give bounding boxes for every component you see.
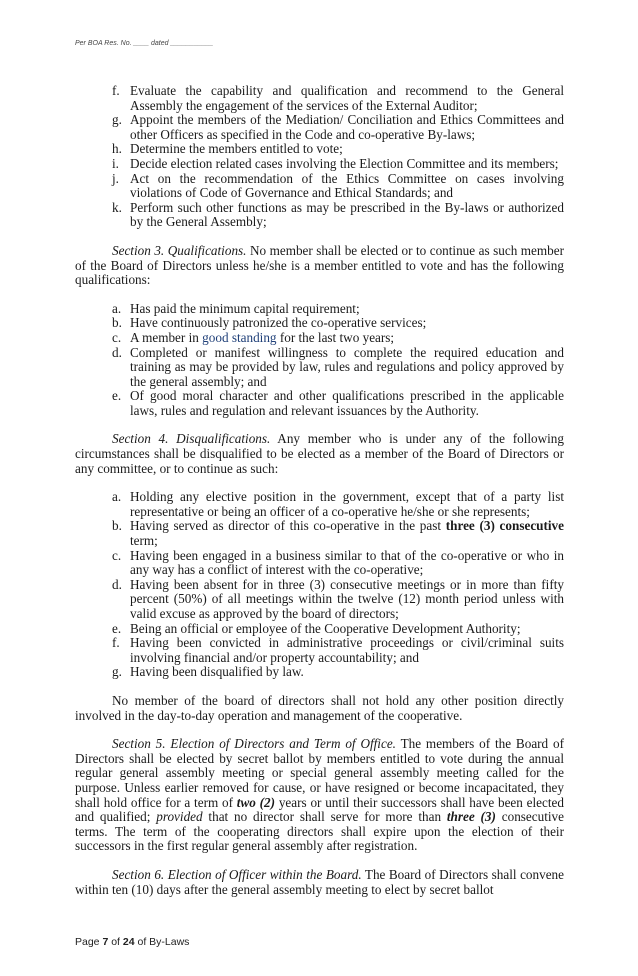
board-functions-list xyxy=(75,84,564,230)
list-item: g. Having been disqualified by law. xyxy=(112,664,304,680)
header-note: Per BOA Res. No. ____ dated ___________ xyxy=(75,40,214,47)
list-item: g. Appoint the members of the Mediation/ Conciliation and Ethics Committees and other Officers as specified in the Code and co-operative By-laws; xyxy=(112,112,564,142)
list-item: c. A member in good standing for the last two years; xyxy=(112,329,395,345)
list-item: a. Has paid the minimum capital requirement; xyxy=(112,300,360,316)
page-content xyxy=(75,84,564,897)
list-item: b. Having served as director of this co-operative in the past three (3) consecutive term; xyxy=(112,518,565,549)
list-item: k. Perform such other functions as may be prescribed in the By-laws or authorized by the General Assembly; xyxy=(112,199,564,230)
list-item: h. Determine the members entitled to vote; xyxy=(112,141,343,157)
section-heading: Section 4. Disqualifications. xyxy=(112,431,271,447)
good-standing-highlight: good standing xyxy=(202,329,277,345)
list-item: d. Completed or manifest willingness to complete the required education and training as may be provided by law, rules and regulations and policy approved by the general assembly; and xyxy=(112,344,564,389)
no-other-position-paragraph: No member of the board of directors shall not hold any other position directly involved in the day-to-day operation and management of the cooperative. xyxy=(75,692,564,723)
qualifications-list xyxy=(75,302,564,419)
section-3-qualifications: Section 3. Qualifications. No member shall be elected or to continue as such member of the Board of Directors unless he/she is a member entitled to vote and has the following qualifications: xyxy=(75,242,564,288)
list-item: b. Have continuously patronized the co-operative services; xyxy=(112,315,427,331)
list-item: c. Having been engaged in a business similar to that of the co-operative or who in any way has a conflict of interest with the co-operative; xyxy=(112,547,564,578)
list-item: d. Having been absent for in three (3) consecutive meetings or in more than fifty percent (50%) of all meetings within the twelve (12) month period unless with valid excuse as approved by the board of directors; xyxy=(112,576,564,621)
page-footer: Page 7 of 24 of By-Laws xyxy=(75,936,190,948)
list-item: f. Evaluate the capability and qualification and recommend to the General Assembly the engagement of the services of the External Auditor; xyxy=(112,83,564,113)
list-item: j. Act on the recommendation of the Ethics Committee on cases involving violations of Code of Governance and Ethical Standards; and xyxy=(112,170,564,201)
list-item: a. Holding any elective position in the government, except that of a party list representative or being an officer of a co-operative he/she or she represents; xyxy=(112,489,564,519)
section-4-disqualifications: Section 4. Disqualifications. Any member who is under any of the following circumstances shall be disqualified to be elected as a member of the Board of Directors or any committee, or to continue as such: xyxy=(75,431,564,476)
section-heading: Section 6. Election of Officer within the Board. xyxy=(112,866,362,882)
total-page-count: 24 xyxy=(122,936,135,948)
list-item: e. Being an official or employee of the Cooperative Development Authority; xyxy=(112,620,521,636)
disqualifications-list xyxy=(75,490,564,680)
current-page-number: 7 xyxy=(102,936,109,948)
section-heading: Section 3. Qualifications. xyxy=(112,242,247,258)
list-item: f. Having been convicted in administrative proceedings or civil/criminal suits involving financial and/or property accountability; and xyxy=(112,635,564,665)
section-6-election-of-officers: Section 6. Election of Officer within the Board. The Board of Directors shall convene within ten (10) days after the general assembly meeting to elect by secret ballot xyxy=(75,866,565,897)
list-item: e. Of good moral character and other qualifications prescribed in the applicable laws, rules and regulation and relevant issuances by the Authority. xyxy=(112,388,564,418)
section-5-election-of-directors: Section 5. Election of Directors and Term of Office. The members of the Board of Directors shall be elected by secret ballot by members entitled to vote during the annual regular general assembly meeting or special general assembly meeting called for the purpose. Unless earlier removed for cause, or have resigned or become incapacitated, they shall hold office for a term of two (2) years or until their successors shall have been elected and qualified; provided that no director shall serve for more than three (3) consecutive terms. The term of the cooperating directors shall expire upon the election of their successors in the first regular general assembly after registration. xyxy=(75,736,565,854)
section-heading: Section 5. Election of Directors and Term of Office. xyxy=(112,736,396,752)
list-item: i. Decide election related cases involving the Election Committee and its members; xyxy=(112,155,559,171)
